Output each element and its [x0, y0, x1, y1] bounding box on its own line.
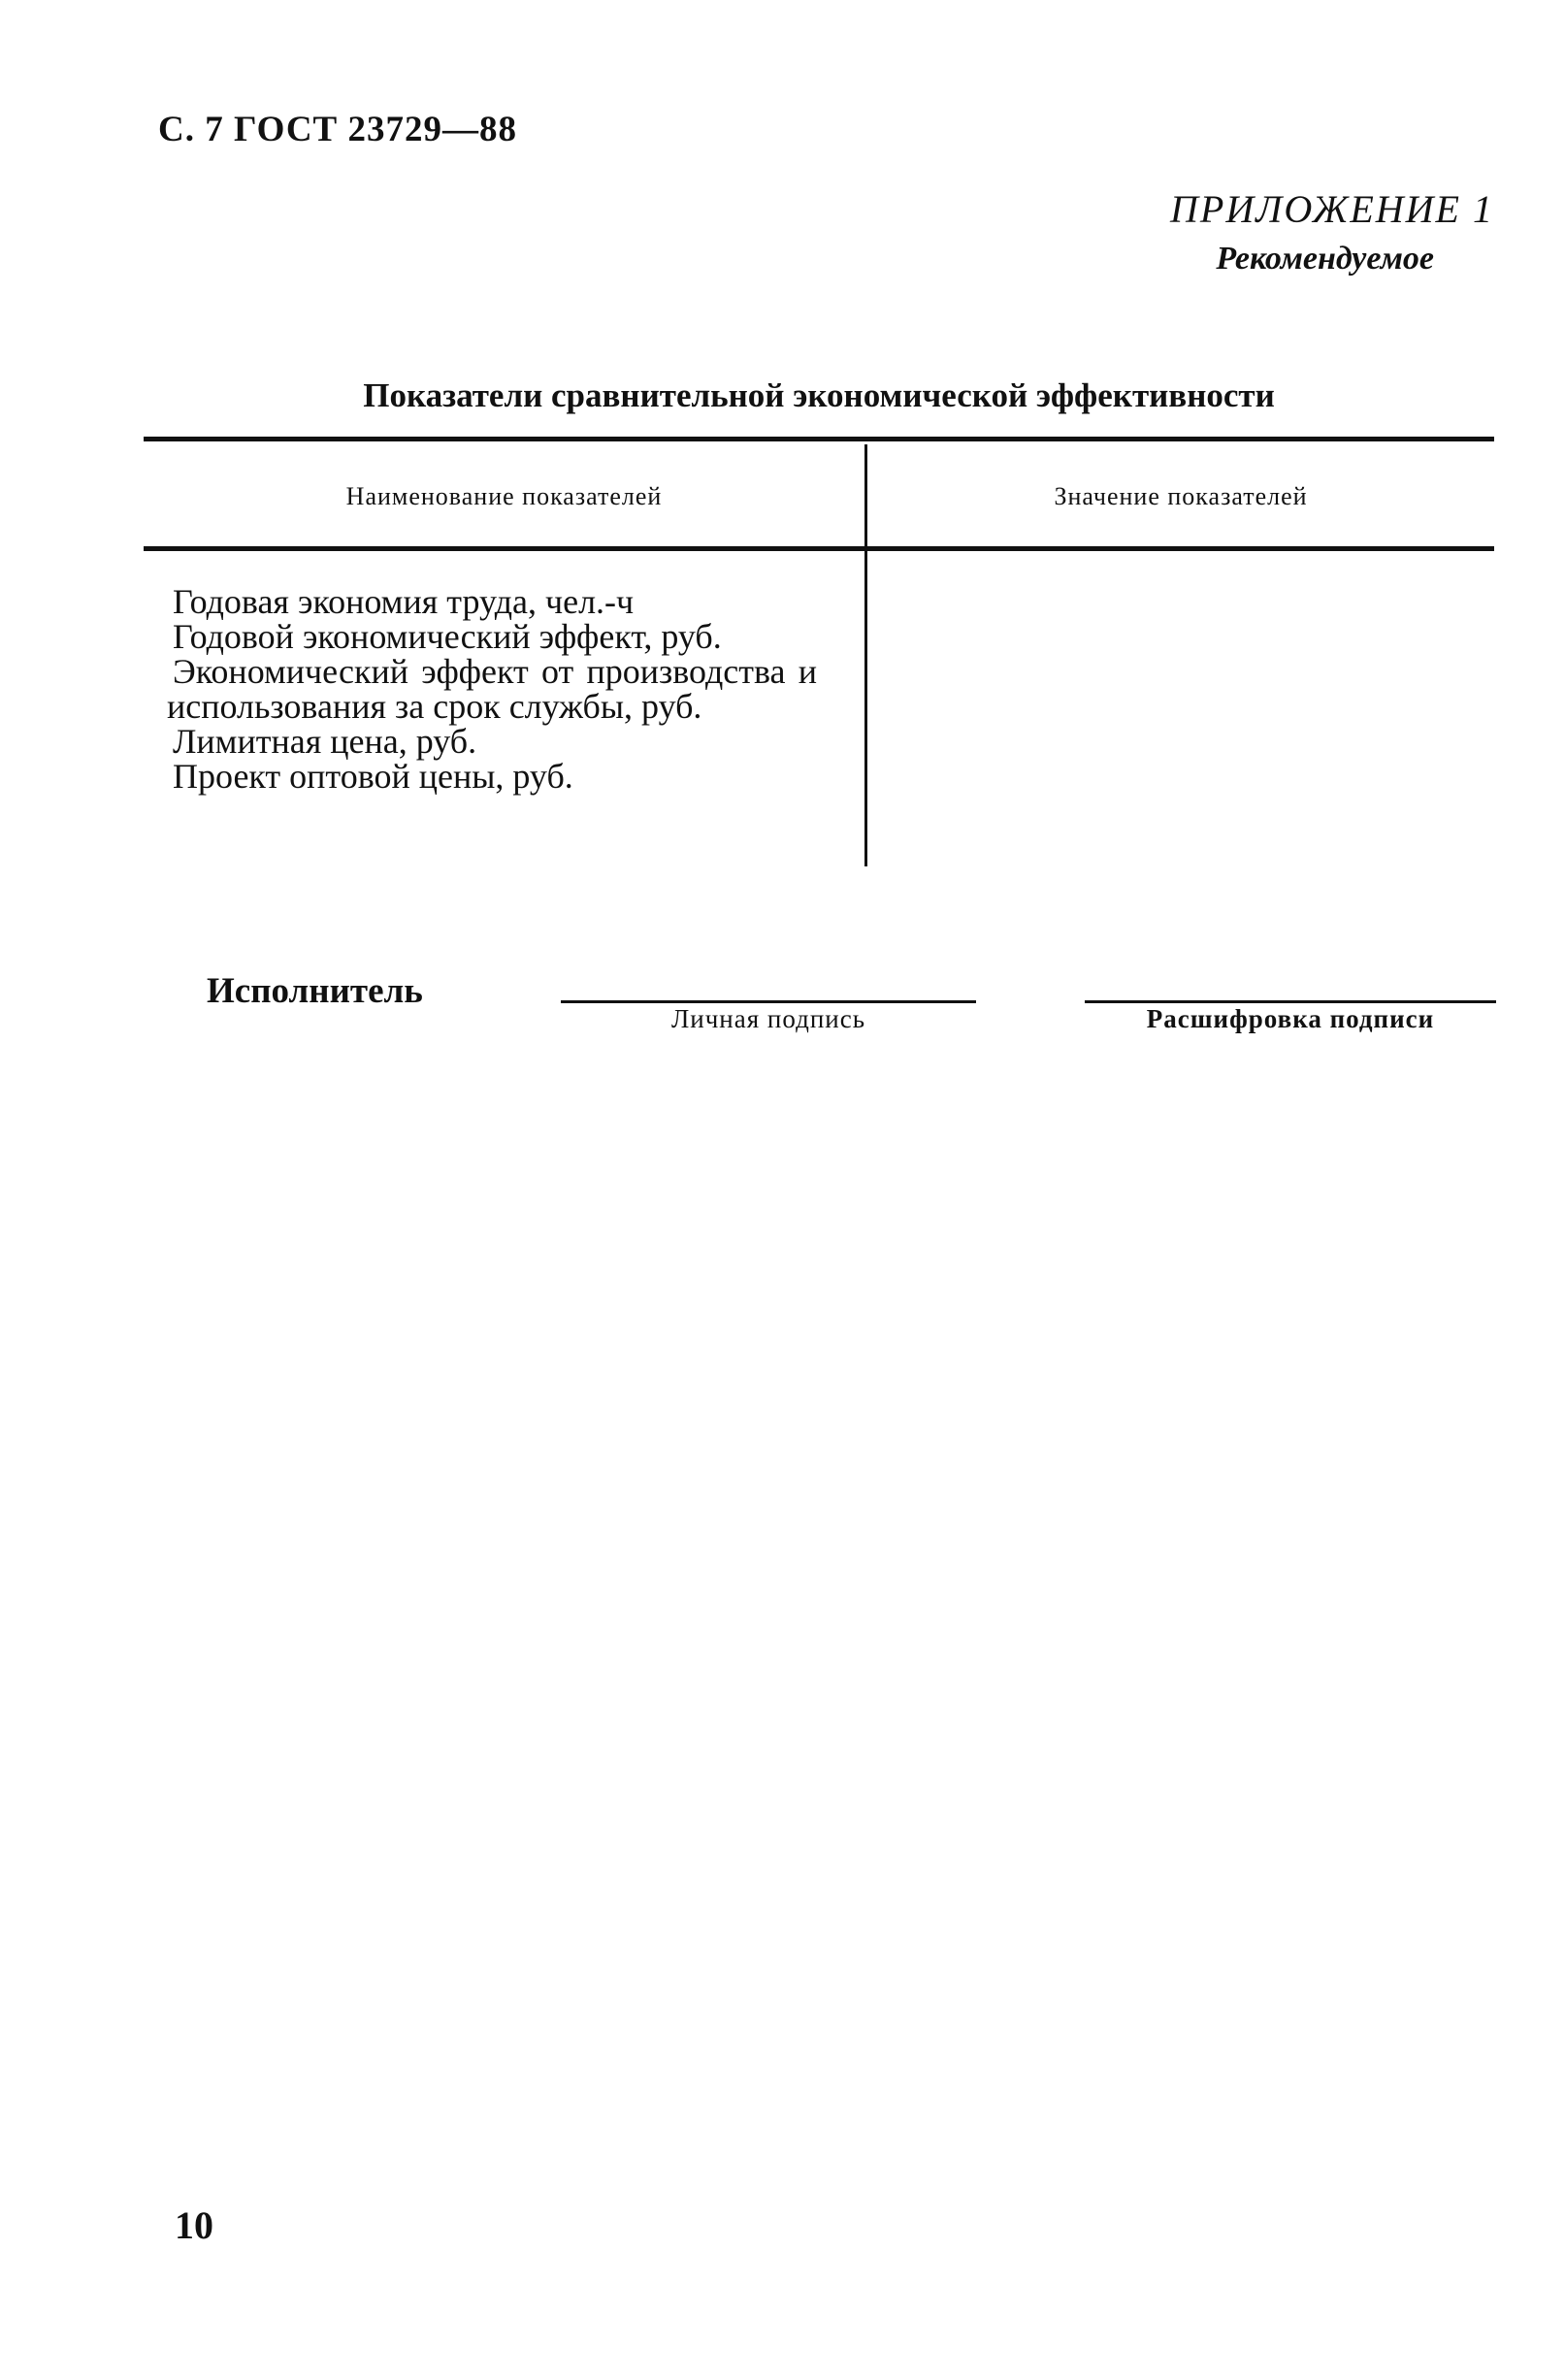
signature-caption: Личная подпись [670, 1004, 866, 1033]
indicator-row: Проект оптовой цены, руб. [173, 757, 573, 796]
signature-line [561, 1000, 976, 1003]
executor-label: Исполнитель [207, 971, 423, 1011]
page-number: 10 [175, 2203, 213, 2247]
signature-transcript-caption: Расшифровка подписи [1146, 1004, 1435, 1033]
indicator-row: Экономический эффект от производства и использования за срок службы, руб. [167, 652, 817, 726]
indicator-list [167, 584, 817, 794]
table-header-rule [144, 546, 1494, 551]
column-header-name: Наименование показателей [345, 482, 663, 510]
column-header-value: Значение показателей [1054, 482, 1308, 510]
table-top-rule [144, 437, 1494, 441]
document-header: С. 7 ГОСТ 23729—88 [158, 110, 517, 149]
table-title: Показатели сравнительной экономической эффективности [363, 376, 1275, 414]
indicator-row: Годовой экономический эффект, руб. [173, 617, 722, 656]
annex-title: ПРИЛОЖЕНИЕ 1 [1170, 187, 1494, 231]
indicator-row: Лимитная цена, руб. [173, 722, 477, 761]
annex-subtitle: Рекомендуемое [1216, 241, 1434, 277]
signature-transcript-line [1085, 1000, 1496, 1003]
indicator-row: Годовая экономия труда, чел.-ч [173, 582, 635, 621]
